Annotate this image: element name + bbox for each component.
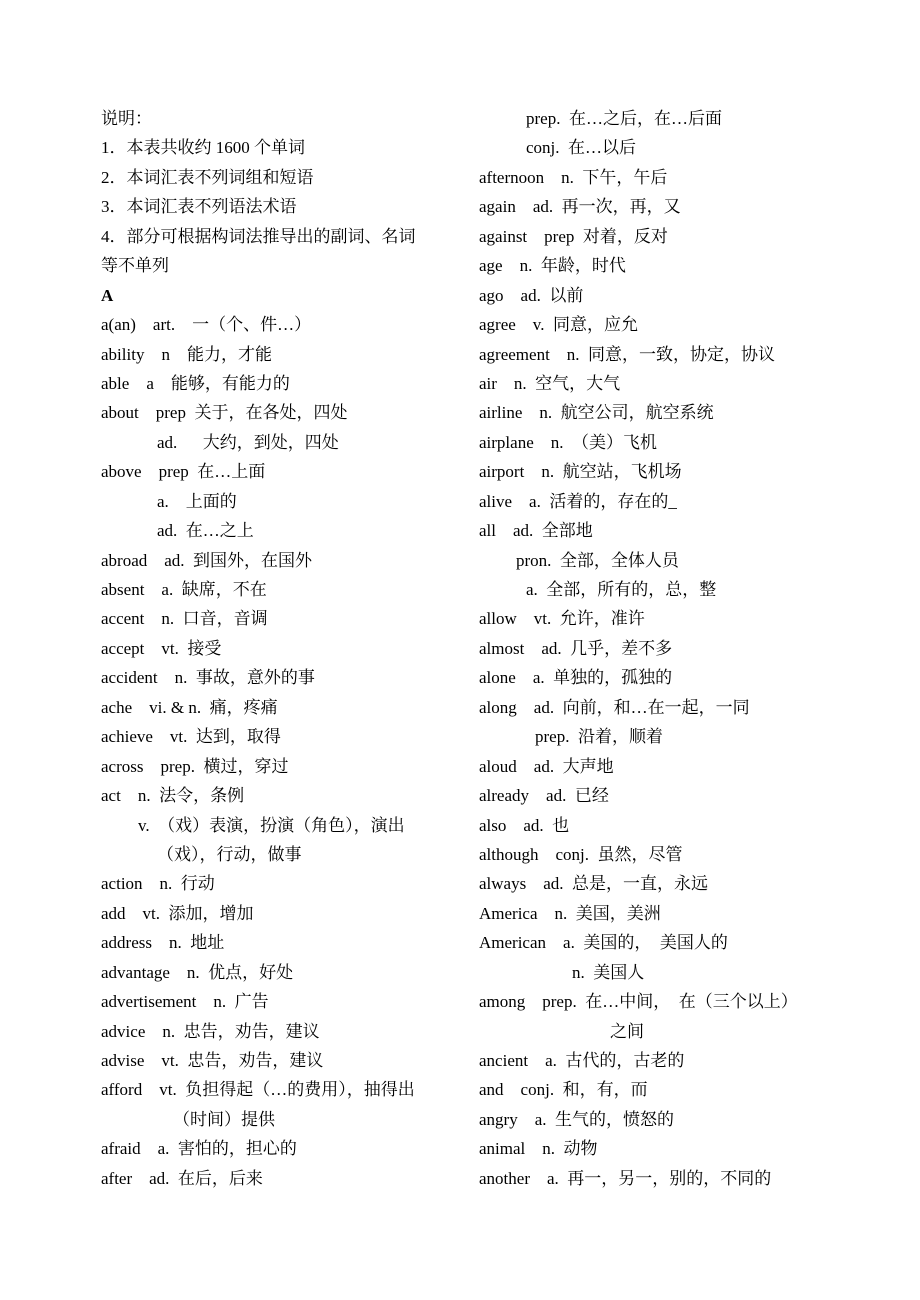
left-entry-line: advertisement n. 广告 [101, 992, 269, 1012]
right-entry-line: ancient a. 古代的，古老的 [479, 1051, 685, 1070]
left-entry-line: after ad. 在后，后来 [101, 1168, 263, 1188]
right-entry-line: almost ad. 几乎，差不多 [479, 638, 673, 658]
right-entry-line: agreement n. 同意，一致，协定，协议 [479, 344, 776, 364]
right-entry-line: air n. 空气，大气 [479, 373, 621, 393]
left-entry-line: accept vt. 接受 [101, 638, 222, 658]
right-entry-line: against prep 对着，反对 [479, 226, 668, 246]
left-entry-line: ache vi. & n. 痛，疼痛 [101, 697, 278, 717]
right-entry-line: among prep. 在…中间， 在（三个以上） [479, 992, 798, 1012]
left-entry-line: above prep 在…上面 [101, 462, 266, 482]
right-entry-line: although conj. 虽然，尽管 [479, 844, 683, 864]
left-entry-line: 2．本词汇表不列词组和短语 [101, 167, 314, 187]
left-entry-line: 1．本表共收约 1600 个单词 [101, 138, 305, 158]
left-entry-line: abroad ad. 到国外，在国外 [101, 550, 313, 570]
right-entry-line: alone a. 单独的，孤独的 [479, 668, 673, 688]
left-entry-line: accident n. 事故，意外的事 [101, 668, 315, 688]
left-entry-line: able a 能够，有能力的 [101, 373, 290, 393]
left-entry-line: （戏），行动，做事 [157, 844, 302, 864]
right-entry-line: along ad. 向前，和…在一起，一同 [479, 697, 750, 717]
right-entry-line: 之间 [610, 1021, 644, 1041]
left-entry-line: about prep 关于，在各处，四处 [101, 403, 348, 423]
right-entry-line: prep. 在…之后，在…后面 [526, 109, 722, 128]
right-entry-line: ago ad. 以前 [479, 285, 584, 305]
left-entry-line: ad. 大约，到处，四处 [157, 432, 339, 452]
left-entry-line: afraid a. 害怕的，担心的 [101, 1139, 297, 1159]
right-entry-line: America n. 美国，美洲 [479, 903, 661, 923]
left-entry-line: 说明： [101, 109, 152, 128]
left-entry-line: 等不单列 [101, 256, 169, 276]
right-entry-line: airport n. 航空站，飞机场 [479, 462, 682, 482]
left-entry-line: act n. 法令，条例 [101, 786, 245, 806]
left-entry-line: advantage n. 优点，好处 [101, 962, 294, 982]
left-entry-line: ability n 能力，才能 [101, 344, 272, 364]
left-entry-line: （时间）提供 [173, 1109, 275, 1129]
right-entry-line: aloud ad. 大声地 [479, 756, 614, 776]
right-entry-line: afternoon n. 下午，午后 [479, 167, 668, 187]
left-entry-line: accent n. 口音，音调 [101, 609, 268, 629]
left-entry-line: advice n. 忠告，劝告，建议 [101, 1021, 320, 1041]
left-entry-line: 3．本词汇表不列语法术语 [101, 197, 297, 217]
left-entry-line: achieve vt. 达到，取得 [101, 727, 281, 747]
right-entry-line: conj. 在…以后 [526, 138, 637, 158]
right-entry-line: age n. 年龄，时代 [479, 256, 626, 276]
right-entry-line: again ad. 再一次，再，又 [479, 197, 681, 217]
right-entry-line: a. 全部，所有的，总，整 [526, 580, 717, 599]
right-entry-line: and conj. 和，有，而 [479, 1080, 648, 1100]
right-entry-line: n. 美国人 [572, 962, 645, 982]
left-entry-line: 4．部分可根据构词法推导出的副词、名词 [101, 226, 416, 246]
right-entry-line: allow vt. 允许，准许 [479, 609, 645, 629]
left-entry-line: ad. 在…之上 [157, 521, 254, 541]
right-column [479, 104, 899, 1193]
left-entry-line: a(an) art. 一（个、件…） [101, 315, 312, 335]
left-entry-line: a. 上面的 [157, 491, 237, 511]
left-entry-line: A [101, 285, 114, 305]
left-entry-line: afford vt. 负担得起（…的费用），抽得出 [101, 1080, 415, 1100]
left-entry-line: v. （戏）表演，扮演（角色），演出 [138, 815, 405, 835]
right-entry-line: agree v. 同意，应允 [479, 315, 638, 335]
left-entry-line: across prep. 横过，穿过 [101, 756, 289, 776]
right-entry-line: all ad. 全部地 [479, 521, 593, 541]
left-entry-line: address n. 地址 [101, 933, 225, 953]
right-entry-line: animal n. 动物 [479, 1139, 598, 1159]
right-entry-line: angry a. 生气的，愤怒的 [479, 1109, 675, 1129]
left-entry-line: absent a. 缺席，不在 [101, 580, 267, 599]
right-entry-line: also ad. 也 [479, 815, 570, 835]
right-entry-line: prep. 沿着，顺着 [535, 727, 663, 747]
right-entry-line: pron. 全部，全体人员 [516, 550, 679, 570]
right-entry-line: already ad. 已经 [479, 786, 609, 806]
left-entry-line: add vt. 添加，增加 [101, 903, 254, 923]
right-entry-line: another a. 再一，另一，别的，不同的 [479, 1168, 772, 1188]
right-entry-line: always ad. 总是，一直，永远 [479, 874, 709, 894]
right-entry-line: airline n. 航空公司，航空系统 [479, 403, 714, 423]
right-entry-line: alive a. 活着的，存在的_ [479, 491, 677, 511]
left-column [101, 104, 461, 1193]
right-entry-line: American a. 美国的， 美国人的 [479, 933, 728, 953]
left-entry-line: action n. 行动 [101, 874, 215, 894]
left-entry-line: advise vt. 忠告，劝告，建议 [101, 1051, 324, 1070]
right-entry-line: airplane n. （美）飞机 [479, 432, 657, 452]
